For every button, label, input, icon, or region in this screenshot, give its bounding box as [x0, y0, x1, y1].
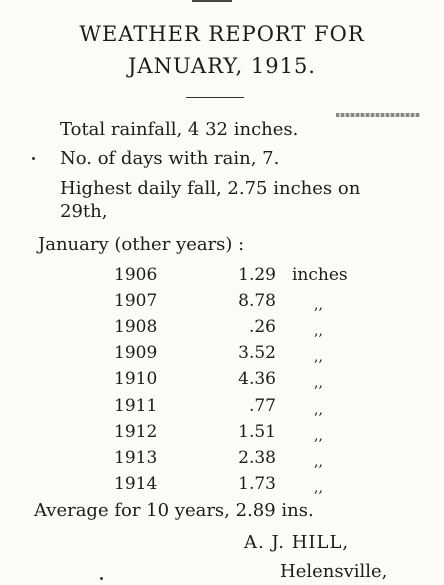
total-rainfall: Total rainfall, 4 32 inches.	[60, 119, 299, 140]
year: 1911	[114, 396, 158, 416]
rainfall-amount: .77	[248, 396, 276, 416]
rainfall-amount: 8.78	[238, 291, 276, 311]
rainfall-amount: 4.36	[238, 369, 276, 389]
report-title-line-1: WEATHER REPORT FOR	[79, 22, 365, 46]
ditto-mark: ,,	[314, 480, 323, 496]
year: 1910	[114, 369, 158, 389]
year: 1908	[114, 317, 158, 337]
ditto-mark: ,,	[314, 323, 323, 339]
author-name: A. J. HILL,	[244, 532, 350, 553]
year-row	[0, 474, 444, 500]
rainfall-amount: 1.51	[238, 422, 276, 442]
year-row	[0, 265, 444, 291]
print-speck	[32, 157, 35, 160]
year: 1909	[114, 343, 158, 363]
ten-year-average: Average for 10 years, 2.89 ins.	[34, 500, 314, 521]
highest-daily-fall: Highest daily fall, 2.75 inches on	[60, 178, 361, 199]
top-divider	[192, 0, 232, 2]
rainfall-amount: 1.73	[238, 474, 276, 494]
rainfall-amount: 3.52	[238, 343, 276, 363]
year-row	[0, 422, 444, 448]
ditto-mark: ,,	[314, 428, 323, 444]
year-row	[0, 396, 444, 422]
print-smudge	[336, 113, 420, 117]
rainfall-amount: 1.29	[238, 265, 276, 285]
year-row	[0, 369, 444, 395]
year-row	[0, 448, 444, 474]
year-row	[0, 317, 444, 343]
other-years-heading: January (other years) :	[38, 234, 245, 255]
year: 1912	[114, 422, 158, 442]
print-speck	[100, 577, 103, 580]
report-title-line-2: JANUARY, 1915.	[128, 54, 316, 78]
year: 1913	[114, 448, 158, 468]
title-rule	[186, 97, 244, 98]
rainfall-amount: 2.38	[238, 448, 276, 468]
ditto-mark: ,,	[314, 297, 323, 313]
year-row	[0, 343, 444, 369]
year: 1907	[114, 291, 158, 311]
year: 1906	[114, 265, 158, 285]
days-with-rain: No. of days with rain, 7.	[60, 148, 280, 169]
ditto-mark: ,,	[314, 349, 323, 365]
year-row	[0, 291, 444, 317]
author-location: Helensville,	[280, 561, 388, 582]
ditto-mark: ,,	[314, 375, 323, 391]
year: 1914	[114, 474, 158, 494]
unit-label: inches	[292, 265, 348, 285]
rainfall-amount: .26	[248, 317, 276, 337]
highest-daily-fall-date: 29th,	[60, 201, 108, 222]
ditto-mark: ,,	[314, 454, 323, 470]
ditto-mark: ,,	[314, 402, 323, 418]
